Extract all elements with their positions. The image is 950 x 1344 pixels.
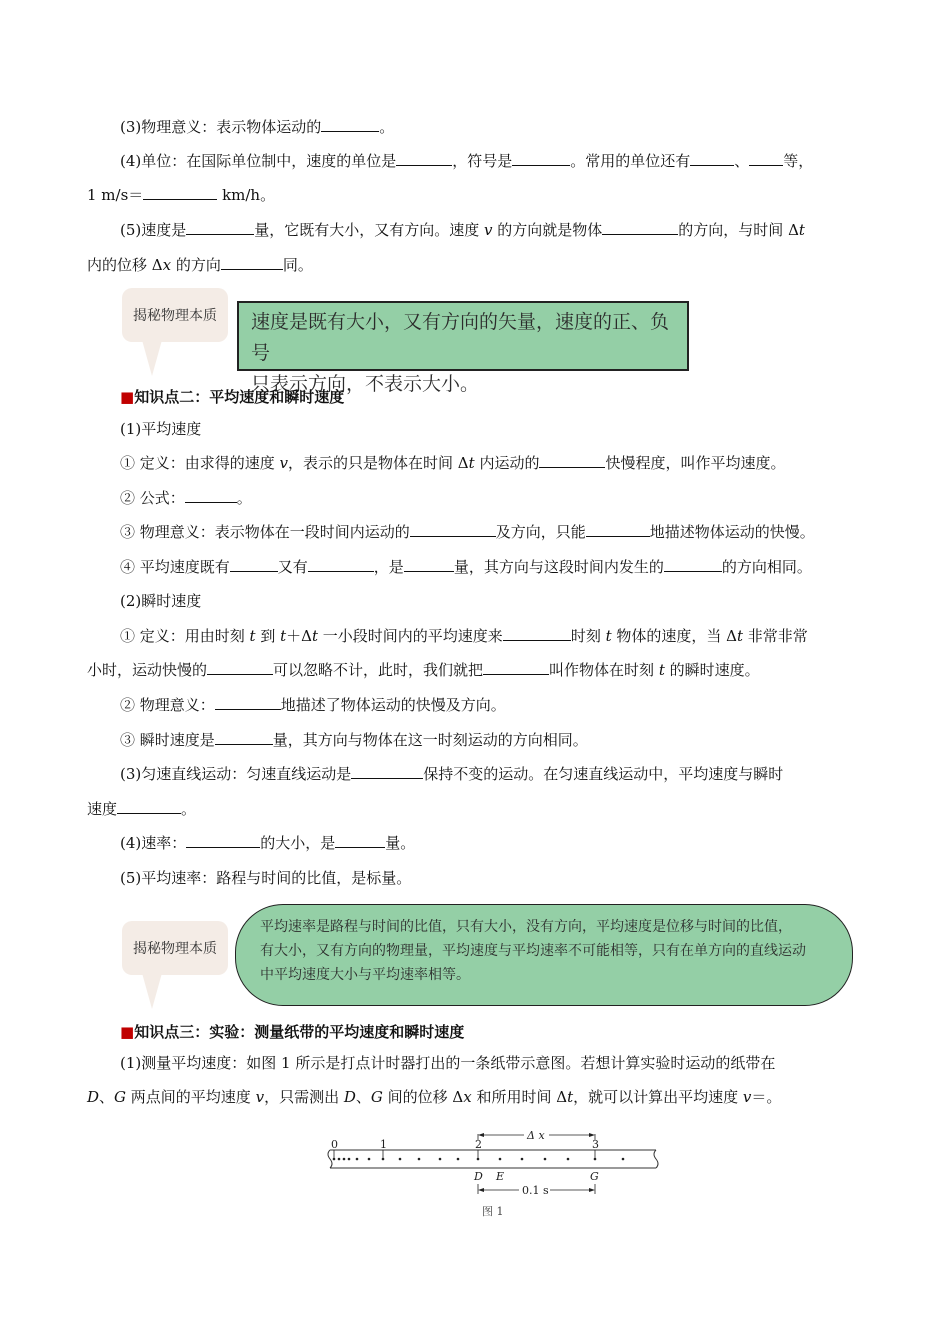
experiment-text-cont: D、G 两点间的平均速度 v，只需测出 D、G 间的位移 Δx 和所用时间 Δt，就可以计算出平均速度 v＝。: [87, 1088, 782, 1106]
mark-3: 3: [592, 1138, 599, 1151]
blank[interactable]: [512, 150, 570, 166]
blank[interactable]: [749, 150, 783, 166]
mark-0: 0: [331, 1138, 338, 1151]
blank[interactable]: [483, 659, 549, 675]
label-D: D: [474, 1170, 483, 1183]
dt-label: 0.1 s: [522, 1184, 549, 1197]
blank[interactable]: [690, 150, 734, 166]
section-heading: ■知识点三：实验：测量纸带的平均速度和瞬时速度: [120, 1023, 465, 1041]
blank[interactable]: [117, 798, 181, 814]
tape-dots: [333, 1158, 625, 1161]
avg-def: ① 定义：由求得的速度 v，表示的只是物体在时间 Δt 内运动的 快慢程度，叫作平均速度。: [120, 454, 786, 472]
label-E: E: [496, 1170, 505, 1183]
blank[interactable]: [602, 219, 678, 235]
mark-1: 1: [380, 1138, 387, 1151]
inst-def-cont: 小时，运动快慢的 可以忽略不计，此时，我们就把 叫作物体在时刻 t 的瞬时速度。: [87, 661, 760, 679]
item-4: (4)单位：在国际单位制中，速度的单位是 ，符号是 。常用的单位还有 、 等，: [120, 152, 814, 170]
tape-end-right: [654, 1150, 658, 1168]
blank[interactable]: [410, 521, 496, 537]
blank[interactable]: [186, 832, 260, 848]
subheading: (2)瞬时速度: [120, 592, 202, 610]
blank[interactable]: [664, 556, 722, 572]
inst-meaning: ② 物理意义： 地描述了物体运动的快慢及方向。: [120, 696, 506, 714]
tape-edges: [330, 1150, 656, 1168]
blank[interactable]: [321, 116, 379, 132]
avg-vector: ④ 平均速度既有 又有 ，是 量，其方向与这段时间内发生的 的方向相同。: [120, 558, 812, 576]
dx-label: Δ x: [527, 1129, 545, 1142]
callout-label: 揭秘物理本质: [122, 288, 228, 342]
blank[interactable]: [586, 521, 650, 537]
blank[interactable]: [308, 556, 374, 572]
label-G: G: [590, 1170, 599, 1183]
blank[interactable]: [215, 694, 281, 710]
figure-caption: 图 1: [482, 1205, 504, 1218]
callout-label: 揭秘物理本质: [122, 921, 228, 975]
tape-figure: [320, 1124, 665, 1220]
callout-box: 速度是既有大小，又有方向的矢量，速度的正、负号 只表示方向，不表示大小。: [237, 301, 689, 371]
blank[interactable]: [503, 625, 571, 641]
callout-box: 平均速率是路程与时间的比值，只有大小，没有方向，平均速度是位移与时间的比值， 有大小，又有方向的物理量，平均速度与平均速率不可能相等，只有在单方向的直线运动 中平均速度大小与平均速率相等。: [235, 904, 853, 1006]
blank[interactable]: [396, 150, 452, 166]
mark-2: 2: [475, 1138, 482, 1151]
item-4-cont: 1 m/s＝ km/h。: [87, 186, 276, 204]
blank[interactable]: [539, 452, 605, 468]
inst-def: ① 定义：用由时刻 t 到 t＋Δt 一小段时间内的平均速度来 时刻 t 物体的速度，当 Δt 非常非常: [120, 627, 808, 645]
item-5-cont: 内的位移 Δx 的方向 同。: [87, 256, 313, 274]
blank[interactable]: [404, 556, 454, 572]
callout-tail: [142, 973, 162, 1009]
item-3: (3)物理意义：表示物体运动的 。: [120, 118, 395, 136]
inst-vector: ③ 瞬时速度是 量，其方向与物体在这一时刻运动的方向相同。: [120, 731, 588, 749]
blank[interactable]: [185, 487, 237, 503]
speed-rate: (4)速率： 的大小，是 量。: [120, 834, 416, 852]
blank[interactable]: [351, 763, 423, 779]
blank[interactable]: [215, 729, 273, 745]
tape-end-left: [328, 1150, 332, 1168]
uniform-motion: (3)匀速直线运动：匀速直线运动是 保持不变的运动。在匀速直线运动中，平均速度与瞬时: [120, 765, 784, 783]
blank[interactable]: [186, 219, 254, 235]
avg-rate: (5)平均速率：路程与时间的比值，是标量。: [120, 869, 412, 887]
blank[interactable]: [207, 659, 273, 675]
blank[interactable]: [230, 556, 278, 572]
callout-tail: [142, 340, 162, 376]
avg-meaning: ③ 物理意义：表示物体在一段时间内运动的 及方向，只能 地描述物体运动的快慢。: [120, 523, 815, 541]
subheading: (1)平均速度: [120, 420, 202, 438]
blank[interactable]: [335, 832, 385, 848]
blank[interactable]: [221, 254, 283, 270]
uniform-motion-cont: 速度 。: [87, 800, 197, 818]
avg-formula: ② 公式： 。: [120, 489, 252, 507]
blank[interactable]: [143, 184, 217, 200]
experiment-text: (1)测量平均速度：如图 1 所示是打点计时器打出的一条纸带示意图。若想计算实验时运动的纸带在: [120, 1054, 776, 1072]
section-heading: ■知识点二：平均速度和瞬时速度: [120, 388, 345, 406]
item-5: (5)速度是 量，它既有大小，又有方向。速度 v 的方向就是物体 的方向，与时间 Δt: [120, 221, 805, 239]
